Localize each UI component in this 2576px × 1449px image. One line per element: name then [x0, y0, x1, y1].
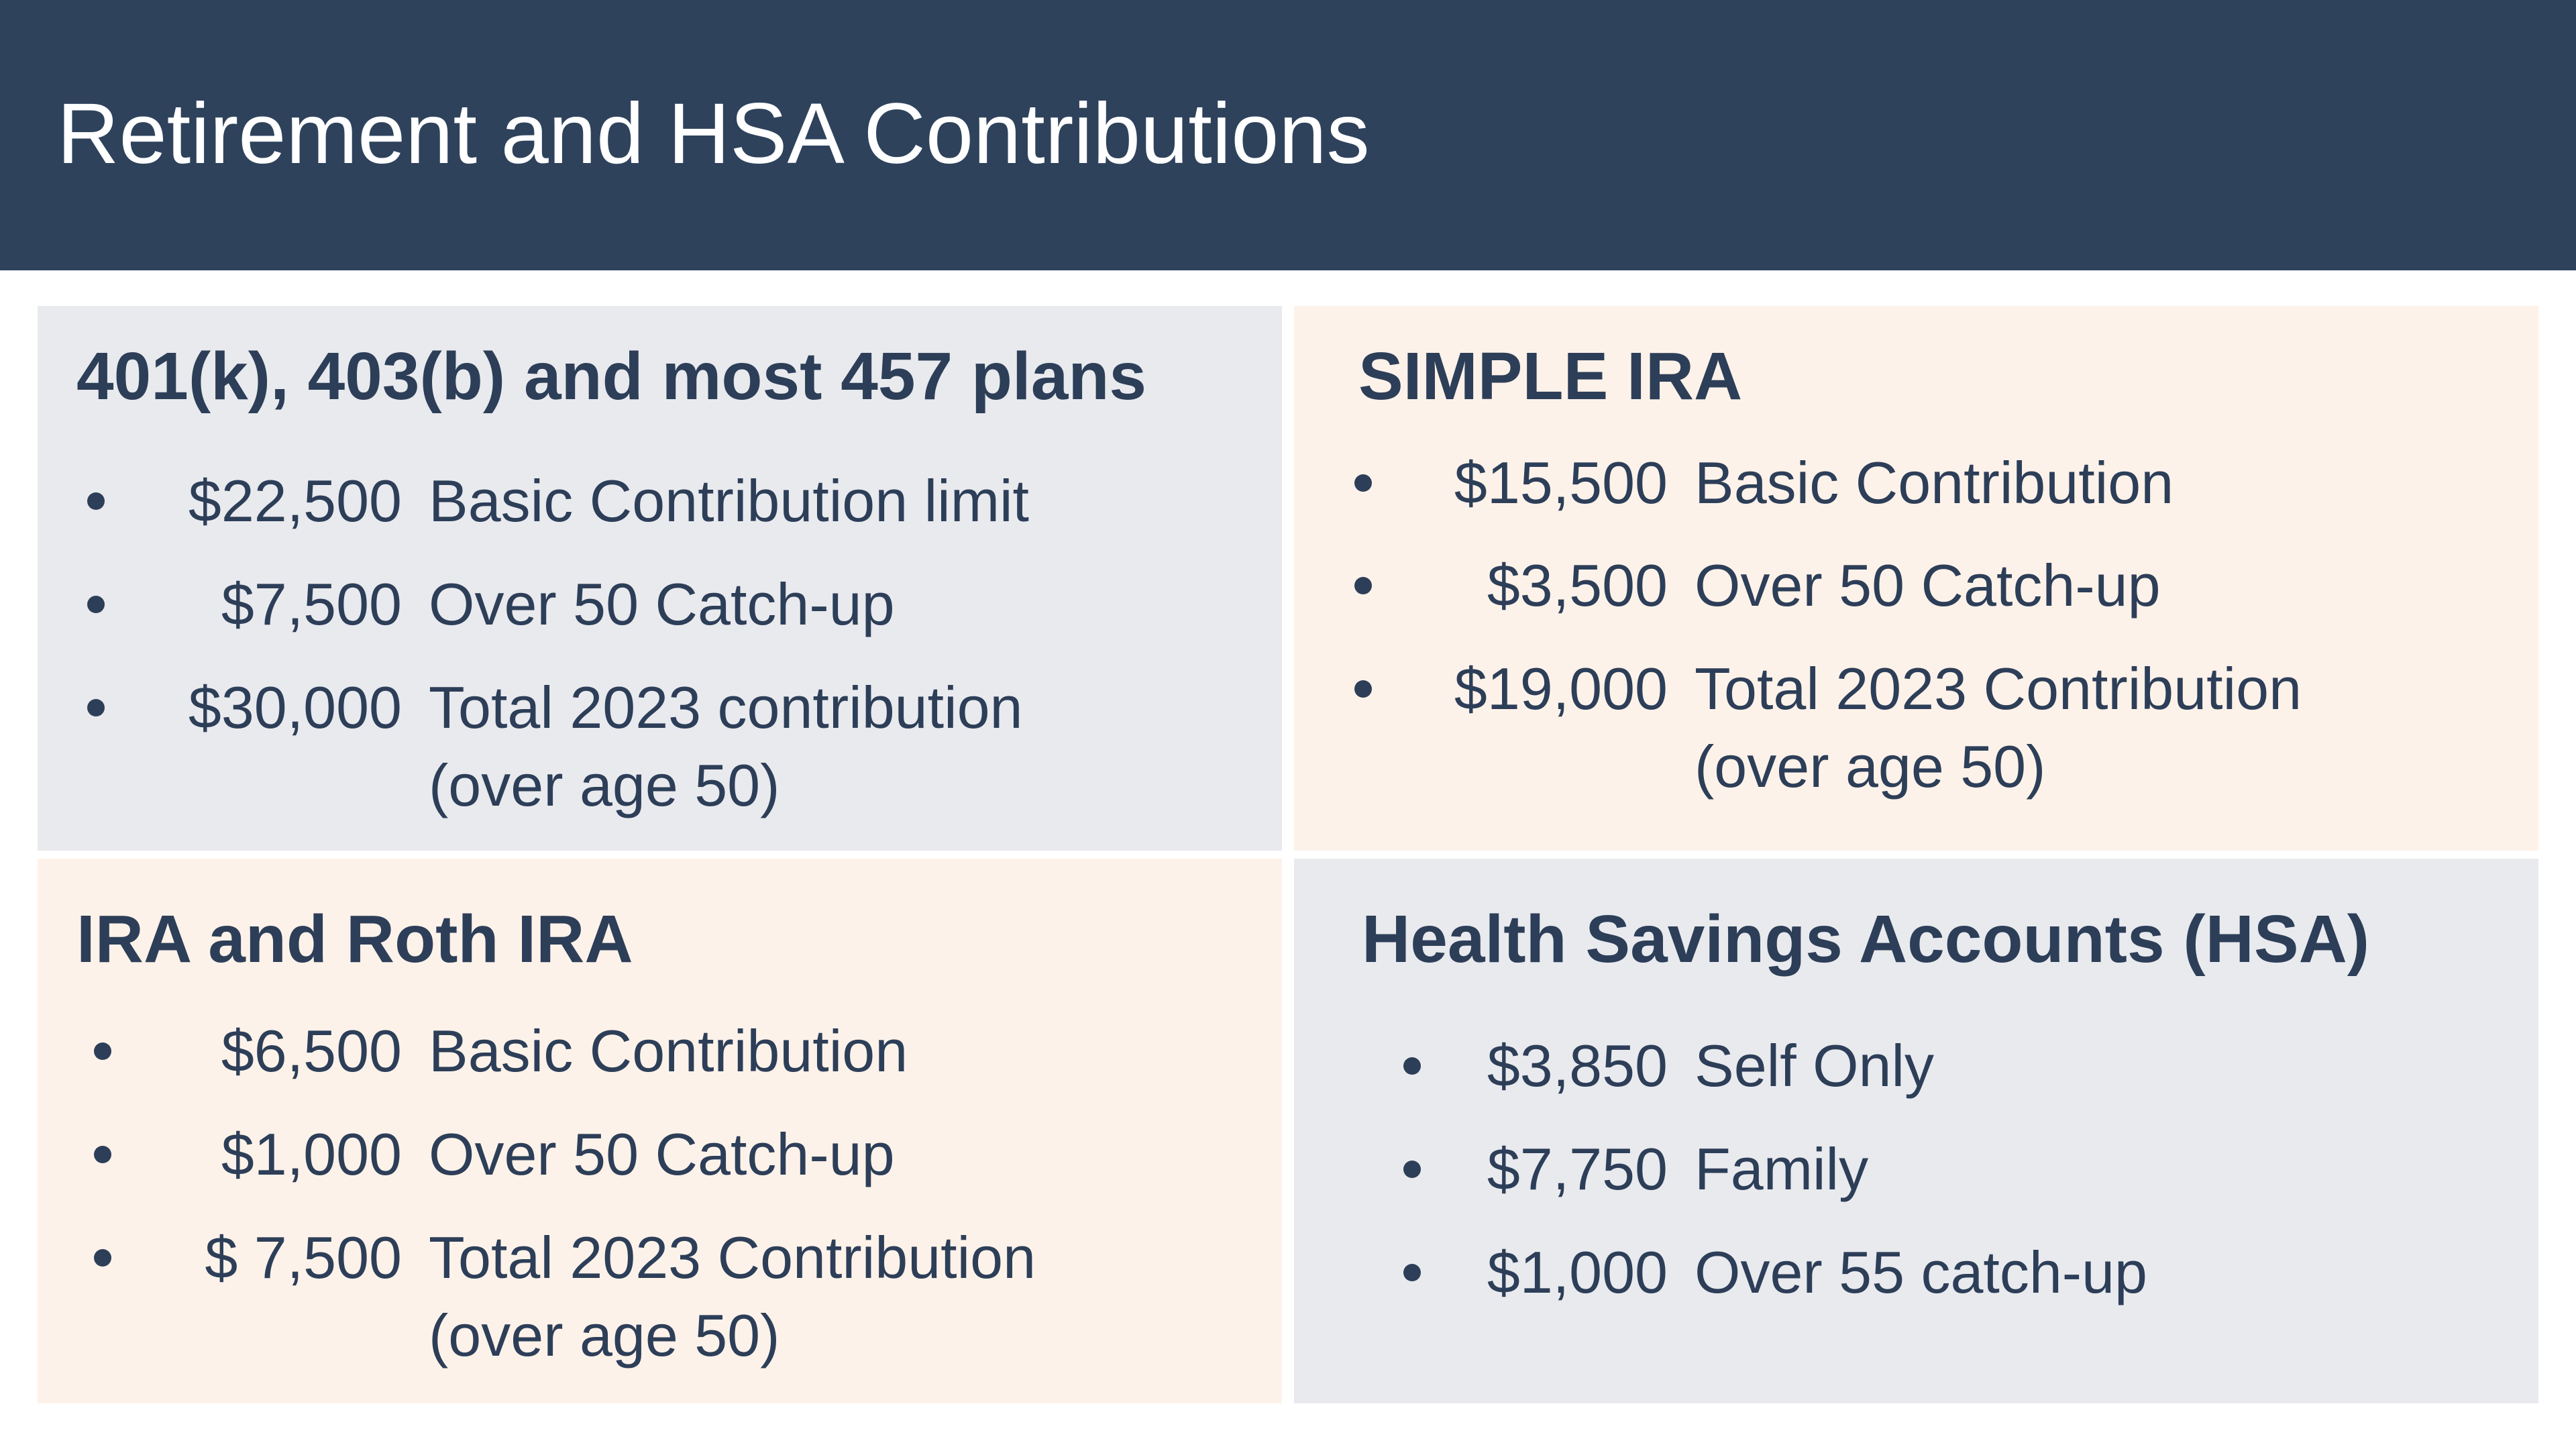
panel-heading: Health Savings Accounts (HSA): [1362, 902, 2370, 977]
item-label: Over 50 Catch-up: [429, 571, 895, 637]
amount: $15,500: [1454, 449, 1668, 516]
item-note: (over age 50): [1695, 733, 2046, 800]
panel-hsa: [1294, 859, 2538, 1403]
item-label: Basic Contribution: [1695, 449, 2174, 516]
amount: $7,750: [1487, 1136, 1668, 1202]
panel-simple-ira: [1294, 306, 2538, 851]
bullet-icon: [1354, 577, 1372, 594]
amount: $19,000: [1454, 655, 1668, 722]
panel-ira-roth: [38, 859, 1282, 1403]
bullet-icon: [87, 492, 105, 510]
title-banner: [0, 0, 2576, 270]
item-label: Basic Contribution: [429, 1018, 908, 1084]
panel-401k: [38, 306, 1282, 851]
bullet-icon: [1403, 1264, 1421, 1281]
item-label: Over 55 catch-up: [1695, 1239, 2147, 1305]
bullet-icon: [1354, 680, 1372, 698]
amount: $22,500: [188, 468, 402, 534]
item-label: Total 2023 contribution: [429, 674, 1023, 741]
amount: $1,000: [1487, 1239, 1668, 1305]
bullet-icon: [94, 1042, 111, 1060]
item-label: Total 2023 Contribution: [429, 1224, 1036, 1291]
amount: $6,500: [221, 1018, 402, 1084]
bullet-icon: [1403, 1161, 1421, 1178]
bullet-icon: [1354, 474, 1372, 492]
bullet-icon: [94, 1249, 111, 1267]
item-label: Over 50 Catch-up: [429, 1121, 895, 1187]
amount: $7,500: [221, 571, 402, 637]
amount: $3,500: [1487, 552, 1668, 619]
amount: $30,000: [188, 674, 402, 741]
item-label: Family: [1695, 1136, 1869, 1202]
item-note: (over age 50): [429, 1302, 780, 1368]
bullet-icon: [87, 596, 105, 613]
item-note: (over age 50): [429, 752, 780, 818]
amount: $ 7,500: [205, 1224, 402, 1291]
panel-heading: 401(k), 403(b) and most 457 plans: [76, 339, 1147, 414]
amount: $3,850: [1487, 1032, 1668, 1099]
item-label: Basic Contribution limit: [429, 468, 1029, 534]
amount: $1,000: [221, 1121, 402, 1187]
panel-heading: SIMPLE IRA: [1358, 339, 1743, 414]
item-label: Self Only: [1695, 1032, 1935, 1099]
bullet-icon: [1403, 1057, 1421, 1075]
panel-heading: IRA and Roth IRA: [76, 902, 633, 977]
bullet-icon: [87, 699, 105, 716]
item-label: Over 50 Catch-up: [1695, 552, 2161, 619]
bullet-icon: [94, 1146, 111, 1163]
item-label: Total 2023 Contribution: [1695, 655, 2302, 722]
page-title: Retirement and HSA Contributions: [57, 86, 1370, 182]
